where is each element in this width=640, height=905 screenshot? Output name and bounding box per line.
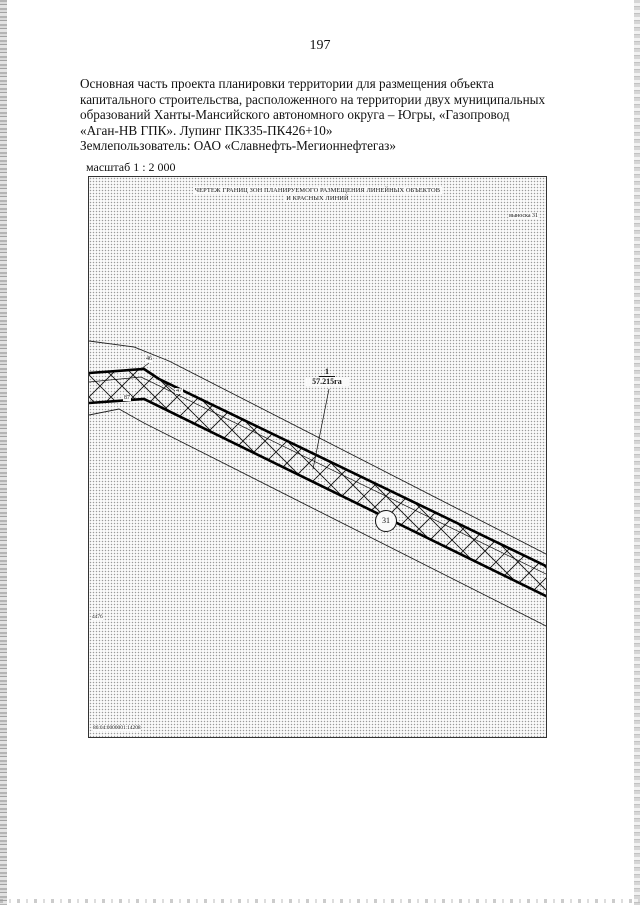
point-label-87: 87 xyxy=(124,395,130,401)
heading-line: капитального строительства, расположенного на территории двух муниципальных xyxy=(80,91,546,107)
area-number: 1 xyxy=(319,367,335,377)
cadastral-number: 86:04:0000001:14208 xyxy=(93,725,141,731)
document-heading xyxy=(80,76,550,154)
heading-line: Основная часть проекта планировки территории для размещения объекта xyxy=(80,76,494,91)
scan-edge-left xyxy=(0,0,7,905)
outer-boundary-bottom xyxy=(89,409,547,627)
scan-edge-right xyxy=(634,0,640,905)
point-label-47: 47 xyxy=(176,388,182,394)
area-callout xyxy=(305,367,349,386)
area-value: 57.215га xyxy=(305,377,349,386)
map-title-line2: И КРАСНЫХ ЛИНИЙ xyxy=(286,194,349,202)
scan-footer-strip xyxy=(0,899,640,903)
page-number: 197 xyxy=(309,38,331,53)
point-leader-46 xyxy=(141,363,149,369)
land-user-line: Землепользователь: ОАО «Славнефть-Мегионнефтегаз» xyxy=(80,138,396,153)
planning-map xyxy=(88,176,547,738)
map-title xyxy=(89,187,546,202)
map-title-line1: ЧЕРТЕЖ ГРАНИЦ ЗОН ПЛАНИРУЕМОГО РАЗМЕЩЕНИЯ ЛИНЕЙНЫХ ОБЪЕКТОВ xyxy=(194,187,441,194)
side-code: 4476 xyxy=(92,614,103,620)
heading-line: образований Ханты-Мансийского автономного округа – Югры, «Газопровод xyxy=(80,107,510,122)
sheet-label: выноска 31 xyxy=(509,213,538,219)
point-label-46: 46 xyxy=(146,356,152,362)
circled-number: 31 xyxy=(375,510,397,532)
heading-line: «Аган-НВ ГПК». Лупинг ПК335-ПК426+10» xyxy=(80,122,333,138)
map-drawing xyxy=(89,177,547,738)
scale-label: масштаб 1 : 2 000 xyxy=(86,160,176,174)
corridor-edge-bottom xyxy=(89,399,547,597)
